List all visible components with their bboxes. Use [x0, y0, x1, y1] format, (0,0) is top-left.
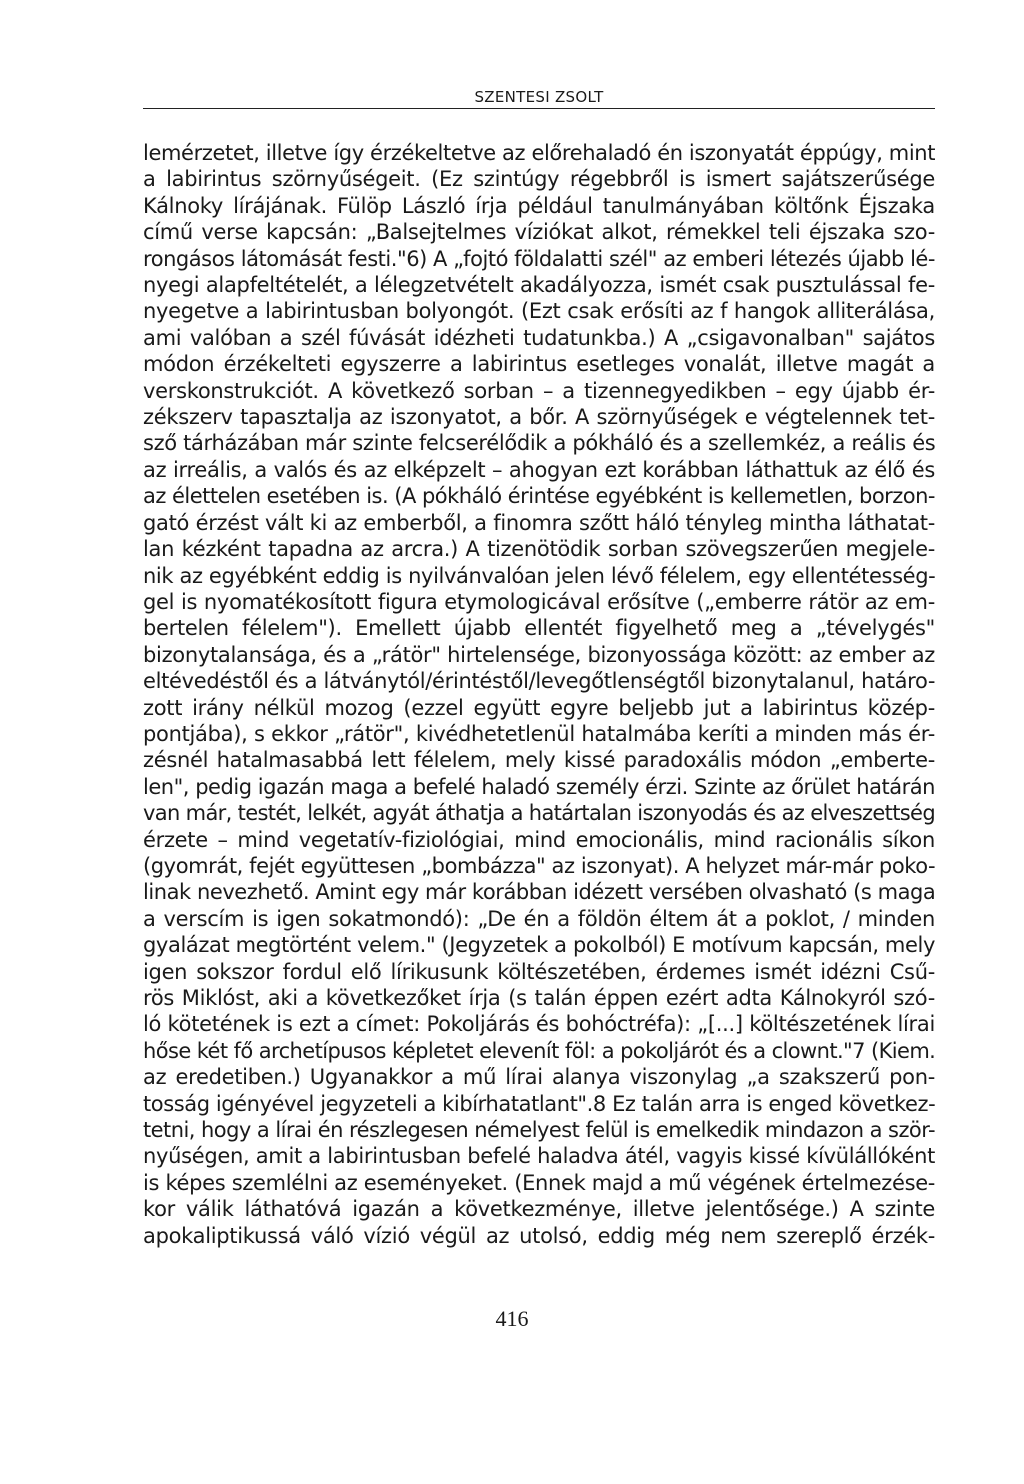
- body-text: [143, 140, 935, 1249]
- text-line: kor válik láthatóvá igazán a következménye, illetve jelentősége.) A szinte: [143, 1197, 935, 1222]
- text-line: igen sokszor fordul elő lírikusunk költészetében, érdemes ismét idézni Csű-: [143, 959, 935, 984]
- text-line: van már, testét, lelkét, agyát áthatja a határtalan iszonyodás és az elveszettség: [143, 801, 935, 826]
- text-line: zésnél hatalmasabbá lett félelem, mely kissé paradoxális módon „emberte-: [143, 748, 935, 773]
- text-line: pontjába), s ekkor „rátör", kivédhetetlenül hatalmába keríti a minden más ér-: [143, 721, 935, 746]
- text-line: a labirintus szörnyűségeit. (Ez szintúgy régebbről is ismert sajátszerűsége: [143, 167, 935, 192]
- text-line: az eredetiben.) Ugyanakkor a mű lírai alanya viszonylag „a szakszerű pon-: [143, 1065, 935, 1090]
- text-line: gel is nyomatékosított figura etymologicával erősítve („emberre rátör az em-: [143, 589, 935, 614]
- text-line: módon érzékelteti egyszerre a labirintus esetleges vonalát, illetve magát a: [143, 352, 935, 377]
- text-line: az irreális, a valós és az elképzelt – ahogyan ezt korábban láthattuk az élő és: [143, 457, 935, 482]
- text-line: verskonstrukciót. A következő sorban – a tizennegyedikben – egy újabb ér-: [143, 378, 935, 403]
- text-line: bertelen félelem"). Emellett újabb ellentét figyelhető meg a „tévelygés": [143, 616, 935, 641]
- text-line: a verscím is igen sokatmondó): „De én a földön éltem át a poklot, / minden: [143, 906, 935, 931]
- text-line: rongásos látomását festi."6) A „fojtó földalatti szél" az emberi létezés újabb lé-: [143, 246, 935, 271]
- text-line: is képes szemlélni az eseményeket. (Ennek majd a mű végének értelmezése-: [143, 1170, 936, 1195]
- text-line: rös Miklóst, aki a következőket írja (s talán éppen ezért adta Kálnokyról szó-: [143, 986, 935, 1010]
- text-line: az élettelen esetében is. (A pókháló érintése egyébként is kellemetlen, borzon-: [143, 484, 935, 509]
- text-line: lemérzetet, illetve így érzékeltetve az előrehaladó én iszonyatát éppúgy, mint: [143, 141, 936, 165]
- text-line: tetni, hogy a lírai én részlegesen némelyest felül is emelkedik mindazon a ször-: [143, 1118, 935, 1143]
- text-line: len", pedig igazán maga a befelé haladó személy érzi. Szinte az őrület határán: [143, 774, 935, 799]
- text-line: sző tárházában már szinte felcserélődik a pókháló és a szellemkéz, a reális és: [143, 431, 936, 456]
- text-line: ló kötetének is ezt a címet: Pokoljárás és bohóctréfa): „[...] költészetének lírai: [143, 1012, 935, 1037]
- text-line: tosság igényével jegyzeteli a kibírhatatlant".8 Ez talán arra is enged következ-: [143, 1091, 936, 1116]
- page-number: 416: [495, 1306, 529, 1331]
- text-line: nyűségen, amit a labirintusban befelé haladva átél, vagyis kissé kívülállóként: [143, 1144, 935, 1169]
- text-line: nyegetve a labirintusban bolyongót. (Ezt csak erősíti az f hangok alliterálása,: [143, 299, 935, 324]
- text-line: linak nevezhető. Amint egy már korábban idézett versében olvasható (s maga: [143, 880, 936, 905]
- text-line: (gyomrát, fejét együttesen „bombázza" az iszonyat). A helyzet már-már poko-: [143, 853, 936, 878]
- text-line: apokaliptikussá váló vízió végül az utolsó, eddig még nem szereplő érzék-: [143, 1223, 935, 1248]
- text-line: nyegi alapfeltételét, a lélegzetvételt akadályozza, ismét csak pusztulással fe-: [143, 273, 935, 298]
- text-line: zott irány nélkül mozog (ezzel együtt egyre beljebb jut a labirintus közép-: [143, 695, 935, 720]
- text-line: eltévedéstől és a látványtól/érintéstől/levegőtlenségtől bizonytalanul, határo-: [143, 669, 936, 694]
- text-line: érzete – mind vegetatív-fiziológiai, mind emocionális, mind racionális síkon: [143, 827, 935, 852]
- text-line: nik az egyébként eddig is nyilvánvalóan jelen lévő félelem, egy ellentétesség-: [143, 563, 936, 588]
- text-line: hőse két fő archetípusos képletet elevenít föl: a pokoljárót és a clownt."7 (Kiem.: [143, 1038, 936, 1063]
- text-line: lan kézként tapadna az arcra.) A tizenötödik sorban szövegszerűen megjele-: [143, 537, 935, 562]
- text-line: zékszerv tapasztalja az iszonyatot, a bőr. A szörnyűségek e végtelennek tet-: [143, 405, 935, 430]
- text-line: Kálnoky lírájának. Fülöp László írja például tanulmányában költőnk Éjszaka: [143, 193, 935, 218]
- text-line: ami valóban a szél fúvását idézheti tudatunkba.) A „csigavonalban" sajátos: [143, 325, 935, 350]
- text-line: bizonytalansága, és a „rátör" hirtelensége, bizonyossága között: az ember az: [143, 642, 935, 667]
- text-line: című verse kapcsán: „Balsejtelmes víziókat alkot, rémekkel teli éjszaka szo-: [143, 220, 935, 245]
- text-line: gató érzést vált ki az emberből, a finomra szőtt háló tényleg mintha láthatat-: [143, 510, 935, 535]
- running-head: SZENTESI ZSOLT: [143, 88, 935, 109]
- text-line: gyalázat megtörtént velem." (Jegyzetek a pokolból) E motívum kapcsán, mely: [143, 933, 935, 958]
